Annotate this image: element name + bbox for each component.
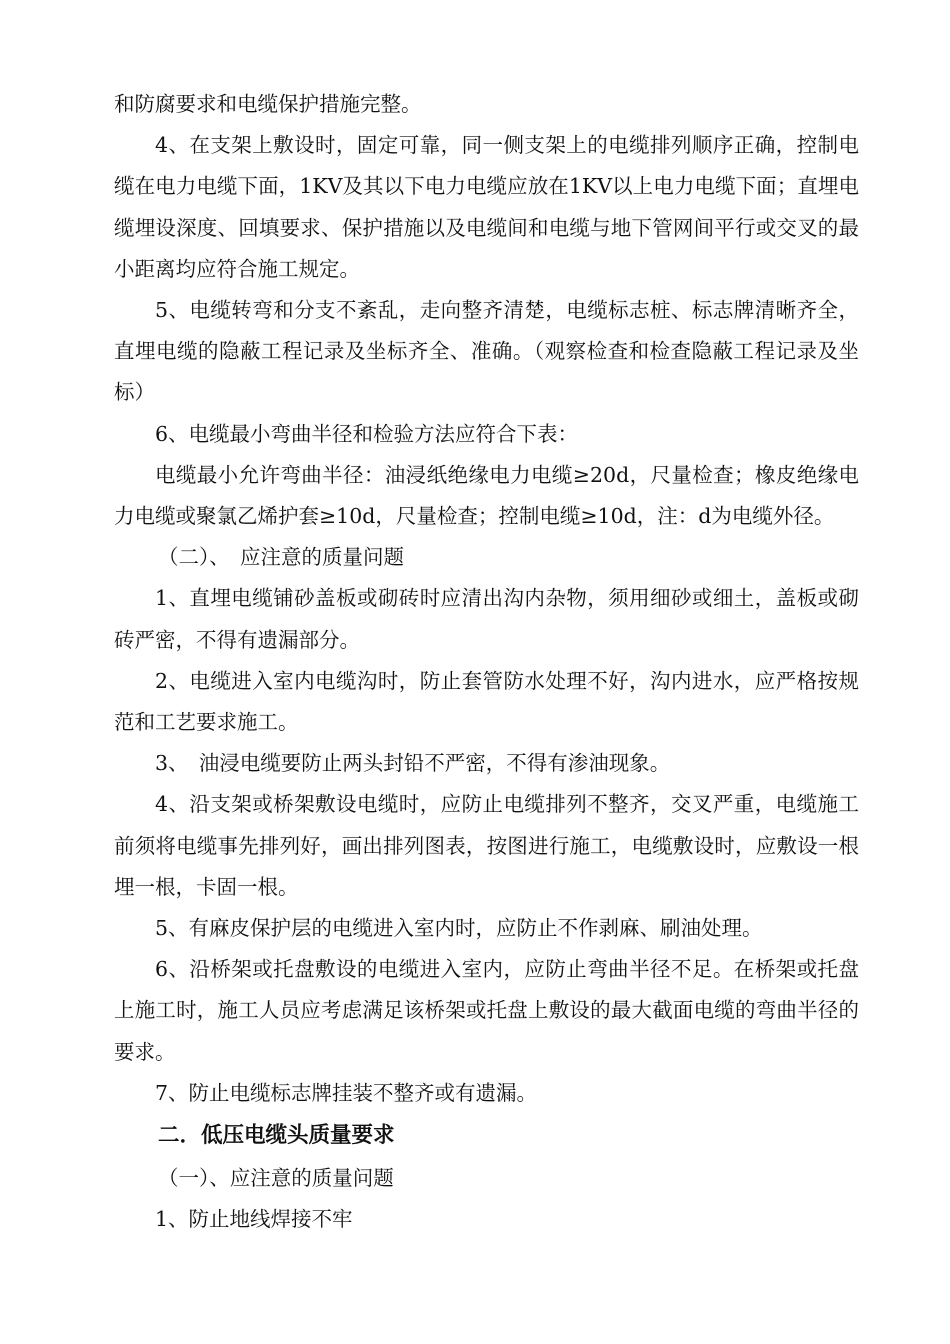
paragraph-item-4-support-laying: 4、在支架上敷设时，固定可靠，同一侧支架上的电缆排列顺序正确，控制电缆在电力电缆下面，1KV及其以下电力电缆应放在1KV以上电力电缆下面；直埋电缆埋设深度、回填要求、保护措施以及电缆间和电缆与地下管网间平行或交叉的最小距离均应符合施工规定。 bbox=[114, 133, 859, 281]
subsection-heading-quality-issues: （二）、 应注意的质量问题 bbox=[158, 545, 404, 570]
paragraph-issue-6: 6、沿桥架或托盘敷设的电缆进入室内，应防止弯曲半径不足。在桥架或托盘上施工时，施工人员应考虑满足该桥架或托盘上敷设的最大截面电缆的弯曲半径的要求。 bbox=[114, 957, 859, 1064]
paragraph-issue-3: 3、 油浸电缆要防止两头封铅不严密，不得有渗油现象。 bbox=[155, 751, 671, 776]
paragraph-item-6-bend-radius: 6、电缆最小弯曲半径和检验方法应符合下表： bbox=[155, 421, 579, 446]
paragraph-issue-7: 7、防止电缆标志牌挂装不整齐或有遗漏。 bbox=[155, 1080, 538, 1105]
paragraph-issue-5: 5、有麻皮保护层的电缆进入室内时，应防止不作剥麻、刷油处理。 bbox=[155, 916, 763, 941]
document-page bbox=[114, 84, 859, 1240]
subsection-heading-quality-issues-2: （一）、应注意的质量问题 bbox=[158, 1166, 394, 1191]
paragraph-bend-radius-table-text: 电缆最小允许弯曲半径：油浸纸绝缘电力电缆≥20d，尺量检查；橡皮绝缘电力电缆或聚氯乙烯护套≥10d，尺量检查；控制电缆≥10d，注：d为电缆外径。 bbox=[114, 462, 859, 529]
paragraph-issue-4: 4、沿支架或桥架敷设电缆时，应防止电缆排列不整齐，交叉严重，电缆施工前须将电缆事先排列好，画出排列图表，按图进行施工，电缆敷设时，应敷设一根埋一根，卡固一根。 bbox=[114, 792, 859, 899]
paragraph-issue-1: 1、直埋电缆铺砂盖板或砌砖时应清出沟内杂物，须用细砂或细土，盖板或砌砖严密，不得有遗漏部分。 bbox=[114, 586, 859, 652]
paragraph-item-5-cable-turning: 5、电缆转弯和分支不紊乱，走向整齐清楚，电缆标志桩、标志牌清晰齐全，直埋电缆的隐蔽工程记录及坐标齐全、准确。（观察检查和检查隐蔽工程记录及坐标） bbox=[114, 298, 859, 405]
section-heading-low-voltage-cable-head: 二．低压电缆头质量要求 bbox=[158, 1123, 395, 1149]
paragraph-issue-2: 2、电缆进入室内电缆沟时，防止套管防水处理不好，沟内进水，应严格按规范和工艺要求施工。 bbox=[114, 668, 859, 735]
paragraph-continuation: 和防腐要求和电缆保护措施完整。 bbox=[114, 92, 422, 116]
paragraph-ground-wire-welding: 1、防止地线焊接不牢 bbox=[155, 1207, 353, 1232]
